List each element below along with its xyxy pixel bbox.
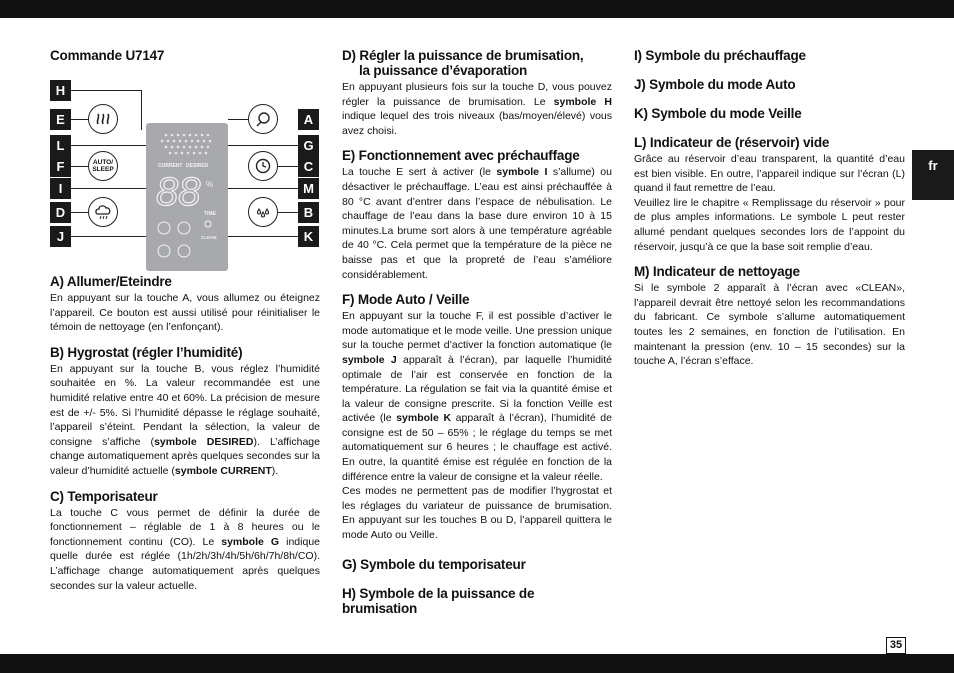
label-e: E: [50, 109, 71, 130]
label-i: I: [50, 178, 71, 199]
display-graphics: [146, 123, 228, 271]
top-bar: [0, 0, 954, 18]
section-b: [50, 345, 320, 479]
hygrostat-button-icon: [248, 197, 278, 227]
section-f-text: En appuyant sur la touche F, il est possible d’activer le mode automatique et le mode veille. Une pression unique sur la touche permet d’activer la fonction automatique (le symbole J apparaît à l’écran), par laquelle l’humidité optimale de l’air est conservée en fonction de la température. La régulation se fait via la quantité émise et la valeur de consigne prescrite. Si la fonction Veille est activée (le symbole K apparaît à l’écran), l’humidité de consigne est de 50 – 65% ; le réglage du temps se met automatiquement sur 6 heures ; le chauffage est activé. En outre, la quantité émise est régulée en fonction de la différence entre la valeur de consigne et la valeur réelle.: [342, 310, 612, 483]
label-h: H: [50, 80, 71, 101]
time-label: TIME: [204, 211, 216, 217]
section-c-text: La touche C vous permet de définir la durée de fonctionnement – réglable de 1 à 8 heures ou le fonctionnement continu (CO). Le symbole G indique quelle durée est réglée (1h/2h/3h/4h/5h/6h/7h/8h/CO). L’affichage change automatiquement après quelques secondes sur la valeur actuelle.: [50, 506, 321, 592]
section-e-title: E) Fonctionnement avec préchauffage: [342, 148, 580, 164]
column-1: [50, 48, 320, 603]
timer-button-icon: [248, 151, 278, 181]
section-b-title: B) Hygrostat (régler l’humidité): [50, 344, 243, 360]
section-j-title: J) Symbole du mode Auto: [634, 77, 796, 92]
bottom-bar: [0, 654, 954, 673]
section-e: [342, 148, 612, 282]
section-d-title: D) Régler la puissance de brumisation, la puissance d’évaporation: [342, 48, 584, 78]
section-f-title: F) Mode Auto / Veille: [342, 292, 470, 308]
label-j: J: [50, 226, 71, 247]
clean-label: CLEAN: [201, 235, 217, 240]
label-l: L: [50, 135, 71, 156]
label-m: M: [298, 178, 319, 199]
section-c-title: C) Temporisateur: [50, 488, 158, 504]
section-d-text: En appuyant plusieurs fois sur la touche D, vous pouvez régler la puissance de brumisation. Le symbole H indique lequel des trois niveaux (bas/moyen/élevé) vous avez choisi.: [342, 81, 612, 137]
section-i-title: I) Symbole du préchauffage: [634, 48, 806, 63]
percent-sign: %: [206, 180, 214, 189]
section-l-text-2: Veuillez lire le chapitre « Remplissage du réservoir » pour de plus amples informations. Le symbole L peut rester allumé pendant quelques secondes lors de l’appoint du réservoir, jusqu’à ce que la base soit remplie d’eau.: [634, 196, 905, 253]
section-h-title: H) Symbole de la puissance de brumisation: [342, 585, 535, 616]
section-a-title: A) Allumer/Eteindre: [50, 274, 172, 289]
preheat-button-icon: [88, 104, 118, 134]
section-b-text: En appuyant sur la touche B, vous réglez l’humidité souhaitée en %. La valeur recommandée est une humidité relative entre 40 et 60%. La précision de mesure est de +/- 5%. Si l’humidité dépasse le réglage souhaité, l’appareil s’éteint. Pendant la sélection, la valeur de consigne s’affiche (symbole DESIRED). L’affichage change automatiquement après quelques secondes sur la valeur d’humidité actuelle (symbole CURRENT).: [50, 362, 320, 477]
label-c: C: [298, 156, 319, 177]
mist-button-icon: [88, 197, 118, 227]
section-m-text: Si le symbole 2 apparaît à l’écran avec «CLEAN», l’appareil devrait être nettoyé selon les recommandations du fabricant. Ce symbole s’allume automatiquement toutes les 2 semaines, en fonction de l’utilisation. En maintenant la pression (env. 10 – 15 secondes) sur la touche A, l’écran s’efface.: [634, 282, 905, 368]
sleep-label: SLEEP: [92, 166, 114, 173]
section-f-text-2: Ces modes ne permettent pas de modifier l’hygrostat et les réglages du variateur de puissance de brumisation. En appuyant sur les touches B ou D, l’appareil quittera le mode Auto ou Veille.: [342, 485, 612, 542]
column-2: [342, 48, 612, 618]
current-label: CURRENT: [158, 163, 183, 169]
section-g-title: G) Symbole du temporisateur: [342, 556, 526, 572]
section-c: [50, 489, 320, 594]
language-tab: fr: [912, 150, 954, 200]
section-a: [50, 274, 320, 335]
desired-label: DESIRED: [186, 163, 209, 169]
auto-label: AUTO/: [92, 159, 114, 166]
section-e-text: La touche E sert à activer (le symbole I s’allume) ou désactiver le préchauffage. L’eau est ainsi préchauffée à 80 °C avant d’entrer dans l’espace de nébulisation. Le chauffage de l’eau dans la base dure environ 10 à 15 minutes.La brume sort alors à une température agréable de 40 °C. Cela permet que la température de la pièce ne baisse pas et que la propreté de l’eau s’améliore considérablement.: [342, 166, 612, 281]
label-d: D: [50, 202, 71, 223]
display-panel: [146, 123, 228, 271]
power-button-icon: [248, 104, 278, 134]
section-k-title: K) Symbole du mode Veille: [634, 106, 802, 121]
label-a: A: [298, 109, 319, 130]
section-a-text: En appuyant sur la touche A, vous allumez ou éteignez l’appareil. Ce bouton est aussi utilisé pour réinitialiser le témoin de nettoyage (en l’enfonçant).: [50, 292, 320, 334]
section-l-text: Grâce au réservoir d’eau transparent, la quantité d’eau est bien visible. En outre, l’appareil indique sur l’écran (L) quand il faut remettre de l’eau.: [634, 153, 905, 195]
section-m-title: M) Indicateur de nettoyage: [634, 264, 800, 280]
section-f: [342, 292, 612, 543]
section-l-title: L) Indicateur de (réservoir) vide: [634, 135, 830, 150]
section-l: [634, 135, 905, 254]
control-panel-diagram: [50, 77, 320, 262]
section-m: [634, 264, 905, 369]
label-f: F: [50, 156, 71, 177]
page-number: 35: [886, 637, 906, 654]
section-d: [342, 48, 612, 138]
auto-sleep-button-icon: [88, 151, 118, 181]
label-b: B: [298, 202, 319, 223]
column-3: [634, 48, 905, 379]
label-g: G: [298, 135, 319, 156]
humidity-digits: 88: [156, 170, 201, 214]
label-k: K: [298, 226, 319, 247]
control-heading: Commande U7147: [50, 48, 165, 63]
